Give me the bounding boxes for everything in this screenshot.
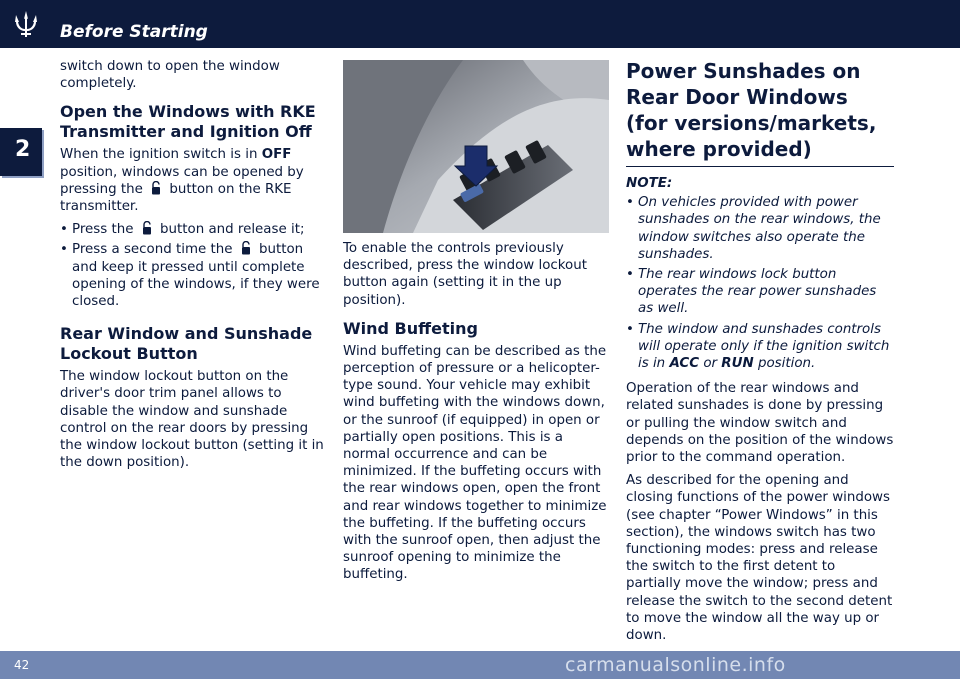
footer-bar [0,651,960,679]
trident-logo-icon [10,9,42,39]
heading-power-sunshades: Power Sunshades on Rear Door Windows (for versions/markets, where provided) [626,59,877,161]
bullet-item: • Press the button and release it; [60,222,305,238]
note-item: • The window and sunshades controls will operate only if the ignition switch is in ACC or RUN position. [626,321,890,372]
bullet-item: • Press a second time the button and keep it pressed until complete opening of the windows, if they were closed. [60,242,320,310]
column-right [626,58,894,650]
lockout-paragraph: The window lockout button on the driver's door trim panel allows to disable the window and sunshade control on the rear doors by pressing the window lockout button (setting it in the down position). [60,369,324,471]
note3-text-a: The window and sunshades controls will operate only if the ignition switch is in [638,321,890,372]
note-item: • On vehicles provided with power sunshades on the rear windows, the window switches also operate the sunshades. [626,195,881,262]
door-switch-photo [343,60,609,233]
rke-text-b: position, windows can be opened by pressing the [60,164,304,197]
column-middle [343,240,609,590]
run-label: RUN [721,356,754,372]
heading-rke: Open the Windows with RKE Transmitter and Ignition Off [60,102,316,142]
section-title: Before Starting [60,22,208,42]
operation-paragraph: Operation of the rear windows and related sunshades is done by pressing or pulling the window switch and depends on the position of the windows prior to the command operation. [626,381,894,466]
note1-text: On vehicles provided with power sunshades on the rear windows, the window switches also operate the sunshades. [638,195,881,262]
page-number: 42 [14,658,30,672]
wind-paragraph: Wind buffeting can be described as the perception of pressure or a helicopter-type sound. Your vehicle may exhibit wind buffeting with the windows down, or the sunroof (if equipped) in open or partially open positions. This is a normal occurrence and can be minimized. If the buffeting occurs with the rear windows open, open the front and rear windows together to minimize the buffeting. If the buffeting occurs with the sunroof open, then adjust the sunroof opening to minimize the buffeting. [343,343,607,583]
chapter-tab [0,128,42,176]
rke-text-a: When the ignition switch is in [60,147,258,163]
note-item: • The rear windows lock button operates the rear power sunshades as well. [626,267,877,317]
heading-lockout: Rear Window and Sunshade Lockout Button [60,324,313,364]
bullet2-text-b: button and keep it pressed until complete opening of the windows, if they were closed. [72,242,320,310]
heading-rule [626,58,894,167]
note3-text-b: position. [757,356,816,372]
rke-paragraph [60,146,330,215]
description-paragraph: As described for the opening and closing functions of the power windows (see chapter “Power Windows” in this section), the windows switch has two functioning modes: press and release the switch to the first detent to partially move the window; press and release the switch to the second detent to move the window all the way up or down. [626,473,893,644]
note-label: NOTE: [626,176,673,191]
intro-paragraph: switch down to open the window completely. [60,59,280,92]
note3-or: or [703,356,718,372]
bullet2-text-a: Press a second time the [72,242,233,258]
acc-label: ACC [669,356,700,372]
padlock-unlock-icon [151,181,161,195]
note2-text: The rear windows lock button operates the rear power sunshades as well. [638,267,877,317]
bullet1-text-b: button and release it; [160,222,305,238]
padlock-unlock-icon [241,241,251,255]
heading-wind-buffeting: Wind Buffeting [343,318,478,338]
bullet1-text-a: Press the [72,222,134,238]
watermark: carmanualsonline.info [565,654,786,676]
rke-text-c: button on the RKE transmitter. [60,181,292,215]
column-left [60,58,330,477]
padlock-unlock-icon [142,221,152,235]
door-panel-illustration [343,60,609,233]
enable-paragraph: To enable the controls previously described, press the window lockout button again (setting it in the up position). [343,241,587,308]
off-label: OFF [261,147,292,163]
chapter-number: 2 [15,137,31,162]
header-bar [0,0,960,48]
